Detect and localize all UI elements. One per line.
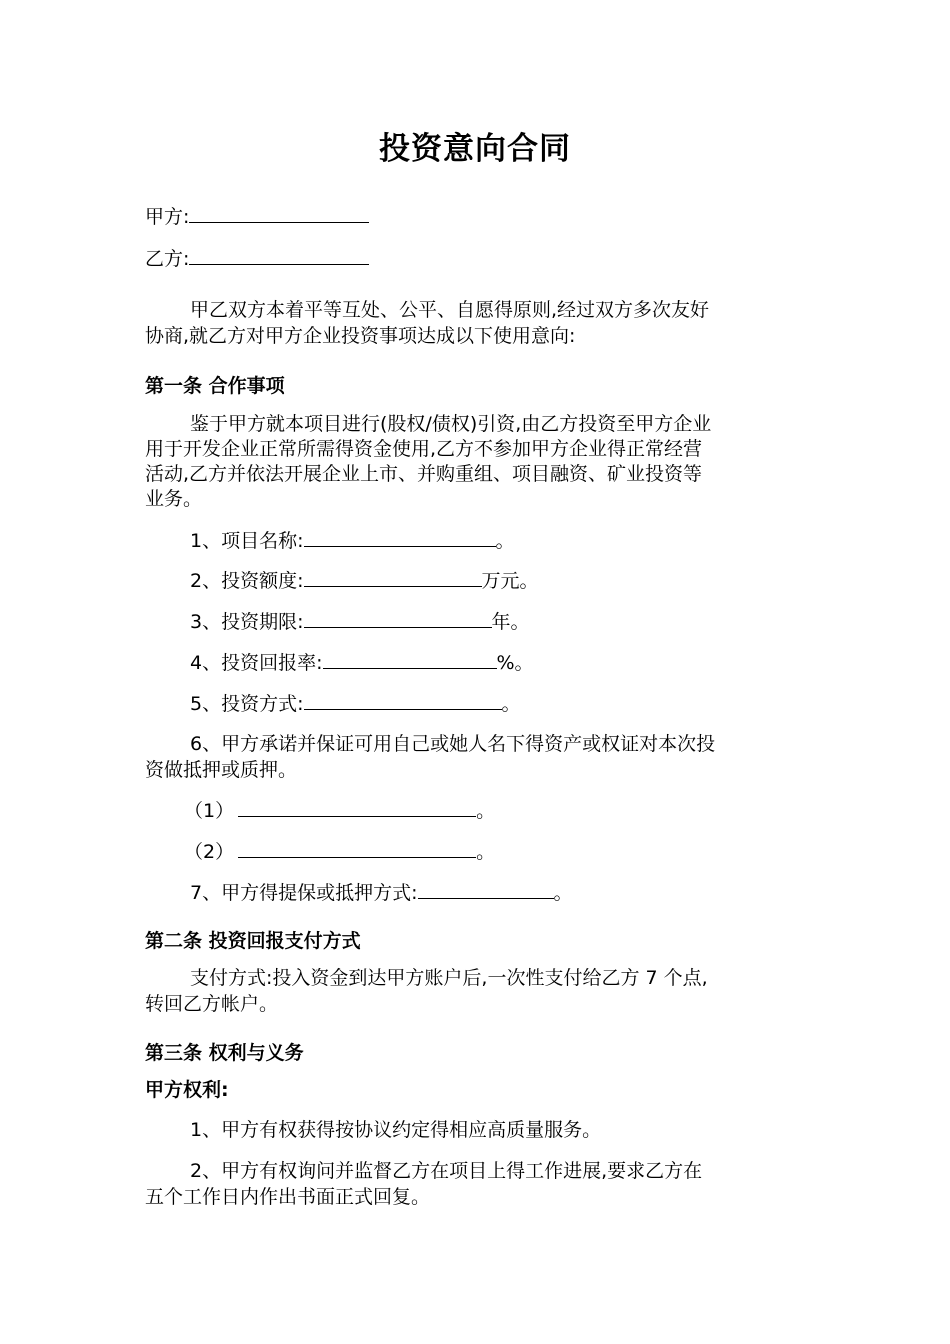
article1-heading: 第一条 合作事项	[145, 375, 285, 397]
item6-line-1: 6、甲方承诺并保证可用自己或她人名下得资产或权证对本次投	[190, 733, 716, 755]
subitem-suffix: 。	[476, 800, 496, 822]
subitem-1-blank[interactable]	[238, 796, 476, 817]
project-name-blank[interactable]	[304, 526, 496, 547]
investment-term-blank[interactable]	[304, 607, 492, 628]
item-guarantee-method	[190, 878, 573, 906]
article3-heading: 第三条 权利与义务	[145, 1042, 304, 1064]
article2-line-2: 转回乙方帐户。	[145, 993, 279, 1015]
article2-line-1: 支付方式:投入资金到达甲方账户后,一次性支付给乙方 7 个点,	[190, 967, 708, 989]
subitem-2-blank[interactable]	[238, 837, 476, 858]
subitem-label: （1）	[184, 800, 235, 822]
item-suffix: 。	[553, 882, 573, 904]
article1-para-line-2: 用于开发企业正常所需得资金使用,乙方不参加甲方企业得正常经营	[145, 438, 703, 460]
item-label: 7、甲方得提保或抵押方式:	[190, 882, 418, 904]
item-label: 5、投资方式:	[190, 693, 304, 715]
guarantee-method-blank[interactable]	[418, 878, 554, 899]
party-a-rights-heading: 甲方权利:	[145, 1079, 229, 1101]
right-1: 1、甲方有权获得按协议约定得相应高质量服务。	[190, 1119, 602, 1141]
article1-para-line-3: 活动,乙方并依法开展企业上市、并购重组、项目融资、矿业投资等	[145, 463, 703, 485]
item-investment-method	[190, 689, 521, 717]
item-investment-term	[190, 607, 530, 635]
article2-heading: 第二条 投资回报支付方式	[145, 930, 361, 952]
item-label: 1、项目名称:	[190, 530, 304, 552]
item-label: 2、投资额度:	[190, 570, 304, 592]
investment-method-blank[interactable]	[304, 689, 502, 710]
item-investment-amount	[190, 566, 539, 594]
item-return-rate	[190, 648, 534, 676]
party-b-blank[interactable]	[189, 244, 369, 265]
item-label: 3、投资期限:	[190, 611, 304, 633]
party-b-label: 乙方:	[145, 248, 190, 270]
item-suffix: 万元。	[481, 570, 539, 592]
item-suffix: 年。	[491, 611, 530, 633]
item-label: 4、投资回报率:	[190, 652, 323, 674]
party-a-label: 甲方:	[145, 206, 190, 228]
item-project-name	[190, 526, 515, 554]
item-suffix: 。	[495, 530, 515, 552]
item-suffix: 。	[501, 693, 521, 715]
intro-line-2: 协商,就乙方对甲方企业投资事项达成以下使用意向:	[145, 325, 576, 347]
right-2-line-2: 五个工作日内作出书面正式回复。	[145, 1186, 431, 1208]
article1-para-line-1: 鉴于甲方就本项目进行(股权/债权)引资,由乙方投资至甲方企业	[190, 413, 712, 435]
party-b-line	[145, 244, 369, 272]
subitem-suffix: 。	[476, 841, 496, 863]
party-a-line	[145, 202, 369, 230]
document-title: 投资意向合同	[379, 131, 571, 167]
return-rate-blank[interactable]	[323, 648, 497, 669]
item-suffix: %。	[496, 652, 534, 674]
party-a-blank[interactable]	[189, 202, 369, 223]
subitem-2	[184, 837, 495, 865]
investment-amount-blank[interactable]	[304, 566, 482, 587]
subitem-label: （2）	[184, 841, 235, 863]
subitem-1	[184, 796, 495, 824]
article1-para-line-4: 业务。	[145, 488, 203, 510]
item6-line-2: 资做抵押或质押。	[145, 759, 298, 781]
intro-line-1: 甲乙双方本着平等互处、公平、自愿得原则,经过双方多次友好	[190, 299, 710, 321]
right-2-line-1: 2、甲方有权询问并监督乙方在项目上得工作进展,要求乙方在	[190, 1160, 703, 1182]
